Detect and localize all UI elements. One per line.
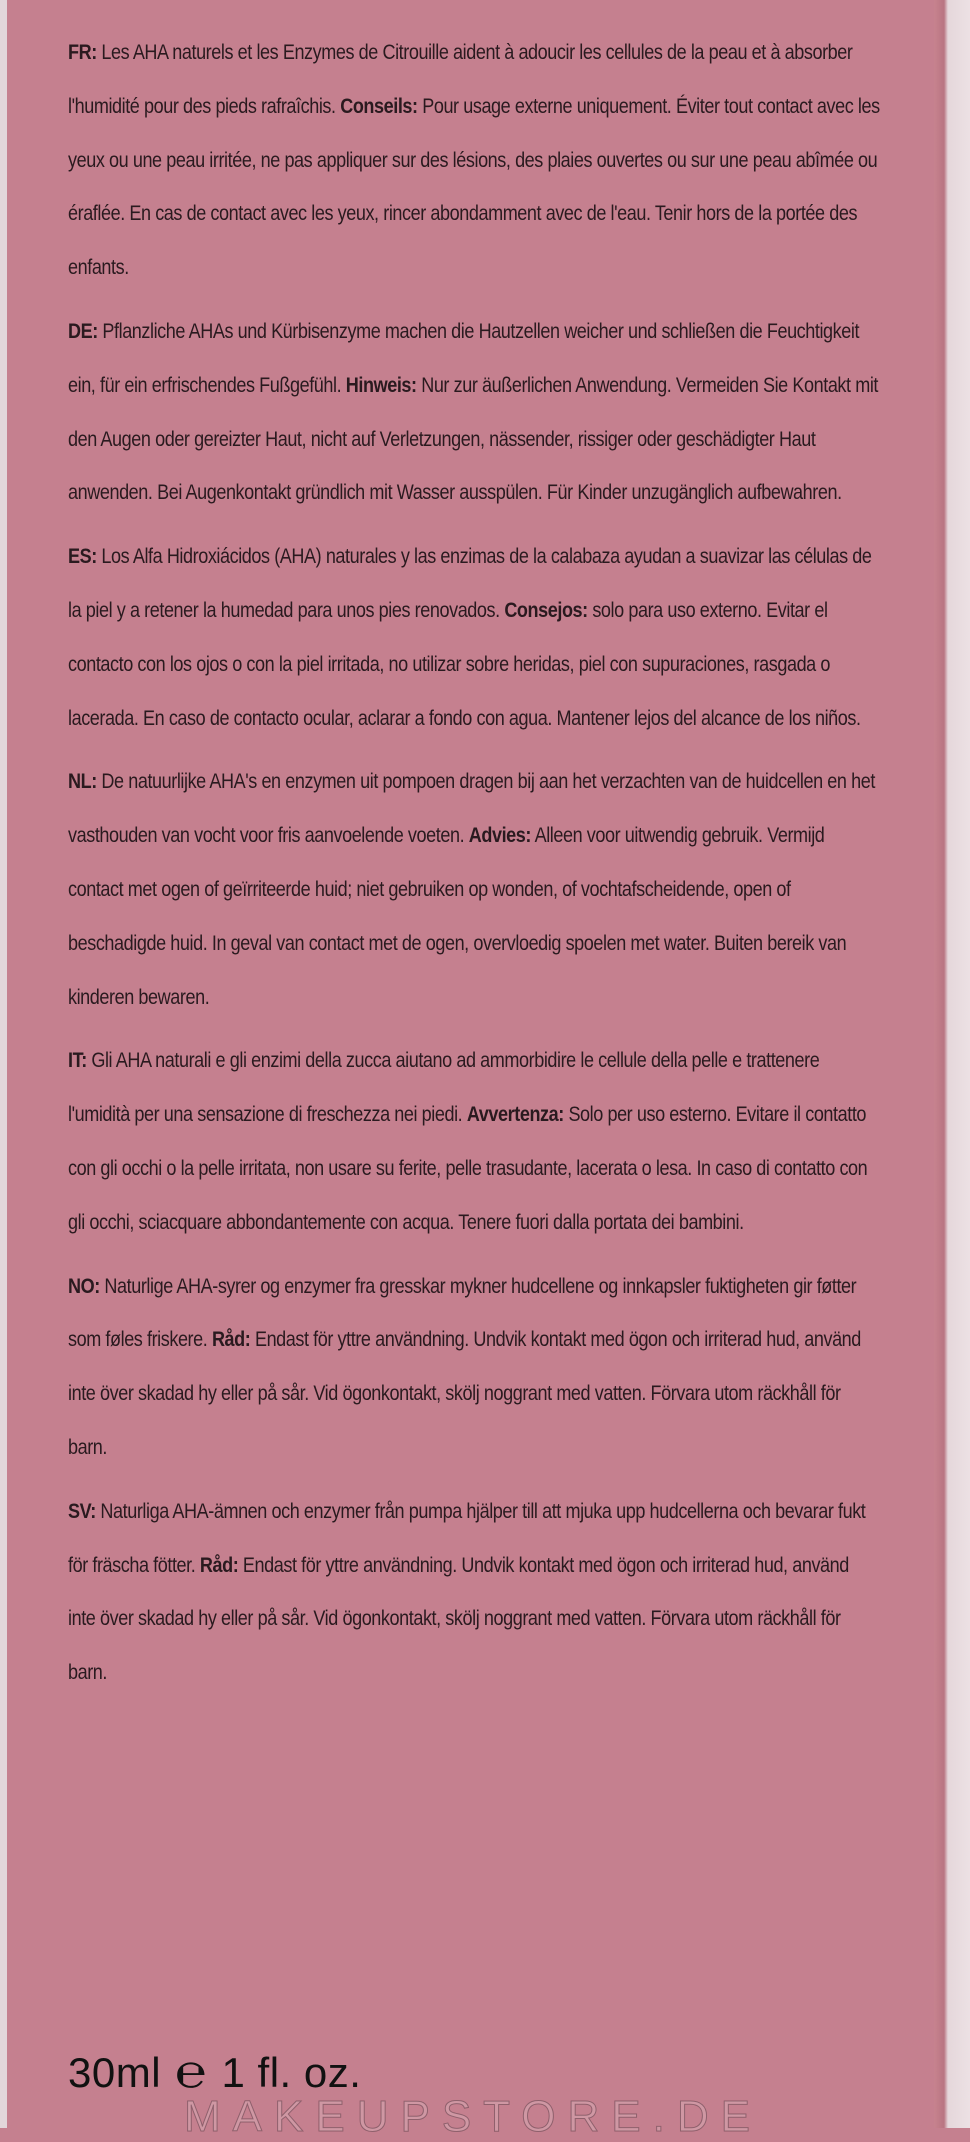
language-code: SV: [68,1499,96,1523]
packaging-edge-right [934,0,970,2128]
advice-heading: Råd: [199,1553,239,1577]
volume-imperial: 1 fl. oz. [221,2049,362,2096]
paragraph-es [68,530,880,745]
paragraph-it [68,1034,880,1249]
language-code: ES: [68,545,97,569]
advice-heading: Consejos: [504,598,588,622]
description-text: Pflanzliche AHAs und Kürbisenzyme machen die Hautzellen weicher und schließen die Feuchtigkeit ein, für ein erfrischendes Fußgefühl. [68,319,860,397]
description-text: Gli AHA naturali e gli enzimi della zucca aiutano ad ammorbidire le cellule della pelle e trattenere l'umidità per una sensazione di freschezza nei piedi. [68,1049,820,1127]
description-text: Naturlige AHA-syrer og enzymer fra gresskar mykner hudcellene og innkapsler fuktigheten gir føtter som føles friskere. [68,1274,857,1352]
description-text: Les AHA naturels et les Enzymes de Citrouille aident à adoucir les cellules de la peau et à absorber l'humidité pour des pieds rafraîchis. [68,41,853,118]
language-code: IT: [68,1049,87,1073]
advice-heading: Hinweis: [345,373,417,397]
paragraph-fr [68,26,880,295]
store-watermark: MAKEUPSTORE.DE [184,2092,762,2141]
description-text: Los Alfa Hidroxiácidos (AHA) naturales y las enzimas de la calabaza ayudan a suavizar las células de la piel y a retener la humedad para unos pies renovados. [68,545,872,622]
advice-heading: Advies: [468,824,531,848]
volume-amount: 30ml [68,2049,162,2096]
language-code: FR: [68,41,97,64]
estimated-sign-icon: ℮ [175,2045,208,2097]
advice-text: Nur zur äußerlichen Anwendung. Vermeiden Sie Kontakt mit den Augen oder gereizter Haut, nicht auf Verletzungen, nässender, rissiger oder geschädigter Haut anwenden. Bei Augenkontakt gründlich mit Wasser ausspülen. Für Kinder unzugänglich aufbewahren. [68,373,878,505]
advice-heading: Avvertenza: [466,1103,564,1127]
packaging-edge-left [0,0,7,2128]
volume-label [68,2044,361,2098]
advice-text: Endast för yttre användning. Undvik kontakt med ögon och irriterad hud, använd inte över skadad hy eller på sår. Vid ögonkontakt, skölj noggrant med vatten. Förvara utom räckhåll för barn. [68,1328,861,1459]
paragraph-de [68,305,880,520]
description-text: Naturliga AHA-ämnen och enzymer från pumpa hjälper till att mjuka upp hudcellerna och bevarar fukt för fräscha fötter. [68,1499,866,1577]
advice-text: Pour usage externe uniquement. Éviter tout contact avec les yeux ou une peau irritée, ne pas appliquer sur des lésions, des plaies ouvertes ou sur une peau abîmée ou éraflée. En cas de contact avec les yeux, rincer abondamment avec de l'eau. Tenir hors de la portée des enfants. [68,94,880,280]
advice-heading: Råd: [211,1328,251,1352]
description-text: De natuurlijke AHA's en enzymen uit pompoen dragen bij aan het verzachten van de huidcellen en het vasthouden van vocht voor fris aanvoelende voeten. [68,770,875,848]
advice-text: solo para uso externo. Evitar el contacto con los ojos o con la piel irritada, no utilizar sobre heridas, piel con supuraciones, rasgada o lacerada. En caso de contacto ocular, aclarar a fondo con agua. Mantener lejos del alcance de los niños. [68,598,861,730]
label-text-panel [68,26,880,1710]
language-code: NL: [68,770,97,794]
advice-text: Alleen voor uitwendig gebruik. Vermijd contact met ogen of geïrriteerde huid; niet gebruiken op wonden, of vochtafscheidende, open of beschadigde huid. In geval van contact met de ogen, overvloedig spoelen met water. Buiten bereik van kinderen bewaren. [68,824,847,1009]
language-code: DE: [68,319,98,343]
advice-text: Endast för yttre användning. Undvik kontakt med ögon och irriterad hud, använd inte över skadad hy eller på sår. Vid ögonkontakt, skölj noggrant med vatten. Förvara utom räckhåll för barn. [68,1553,849,1685]
paragraph-sv [68,1485,880,1700]
advice-heading: Conseils: [340,94,418,118]
paragraph-no [68,1260,880,1475]
advice-text: Solo per uso esterno. Evitare il contatto con gli occhi o la pelle irritata, non usare su ferite, pelle trasudante, lacerata o lesa. In caso di contatto con gli occhi, sciacquare abbondantemente con acqua. Tenere fuori dalla portata dei bambini. [68,1103,868,1234]
paragraph-nl [68,755,880,1024]
language-code: NO: [68,1274,100,1298]
